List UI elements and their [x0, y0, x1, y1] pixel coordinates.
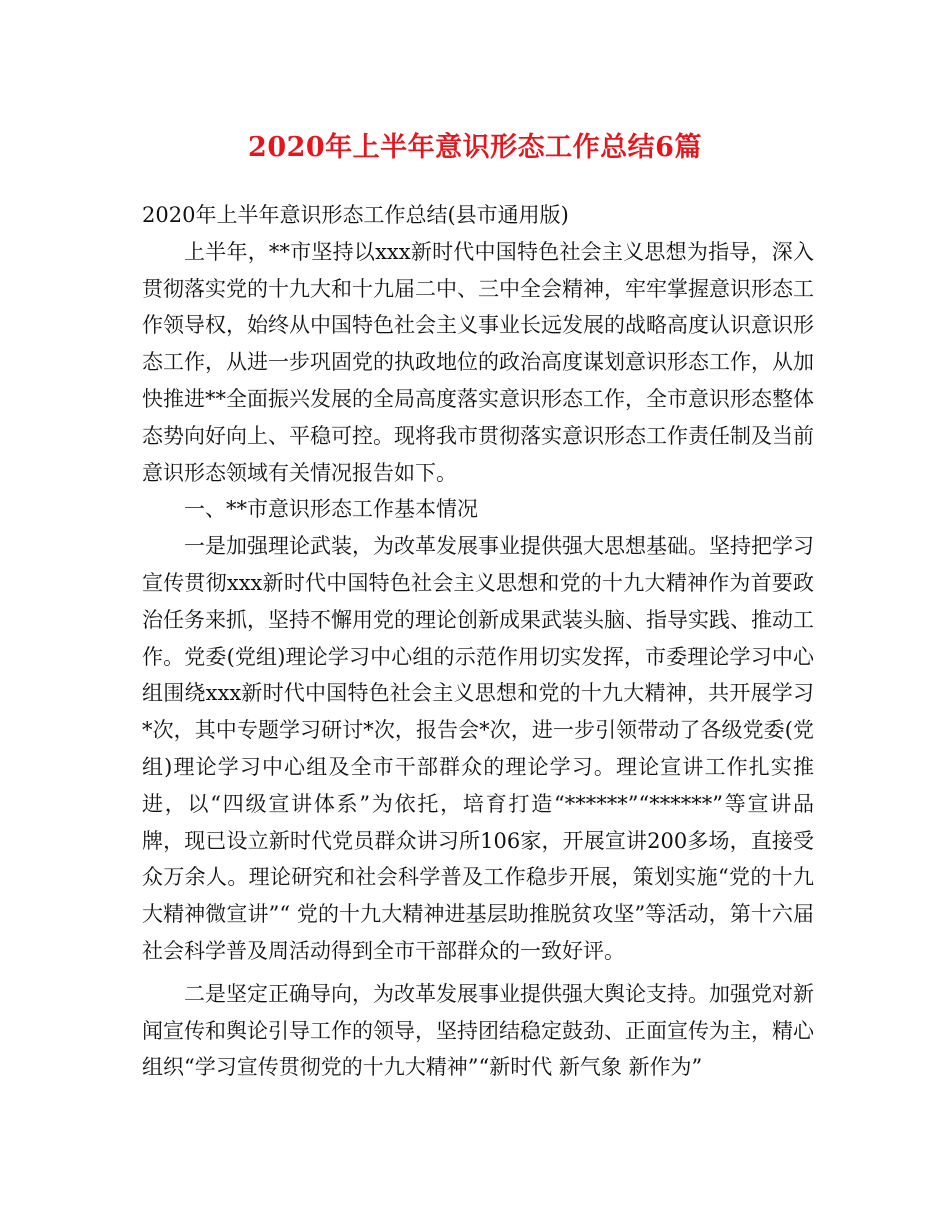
document-body [142, 197, 814, 1086]
section-heading-1: 一、**市意识形态工作基本情况 [184, 497, 478, 522]
paragraph-theory: 一是加强理论武装，为改革发展事业提供强大思想基础。坚持把学习宣传贯彻xxx新时代中国特色社会主义思想和党的十九大精神作为首要政治任务来抓，坚持不懈用党的理论创新成果武装头脑、指导实践、推动工作。党委(党组)理论学习中心组的示范作用切实发挥，市委理论学习中心组围绕xxx新时代中国特色社会主义思想和党的十九大精神，共开展学习*次，其中专题学习研讨*次，报告会*次，进一步引领带动了各级党委(党组)理论学习中心组及全市干部群众的理论学习。理论宣讲工作扎实推进，以“四级宣讲体系”为依托，培育打造“******”“******”等宣讲品牌，现已设立新时代党员群众讲习所106家，开展宣讲200多场，直接受众万余人。理论研究和社会科学普及工作稳步开展，策划实施“党的十九大精神微宣讲”“ 党的十九大精神进基层助推脱贫攻坚”等活动，第十六届社会科学普及周活动得到全市干部群众的一致好评。 [142, 534, 814, 963]
paragraph-guidance: 二是坚定正确导向，为改革发展事业提供强大舆论支持。加强党对新闻宣传和舆论引导工作的领导，坚持团结稳定鼓劲、正面宣传为主，精心组织“学习宣传贯彻党的十九大精神”“新时代 新气象 新作为” [142, 981, 814, 1080]
document-subtitle: 2020年上半年意识形态工作总结(县市通用版) [142, 203, 569, 227]
paragraph-intro: 上半年，**市坚持以xxx新时代中国特色社会主义思想为指导，深入贯彻落实党的十九大和十九届二中、三中全会精神，牢牢掌握意识形态工作领导权，始终从中国特色社会主义事业长远发展的战略高度认识意识形态工作，从进一步巩固党的执政地位的政治高度谋划意识形态工作，从加快推进**全面振兴发展的全局高度落实意识形态工作，全市意识形态整体态势向好向上、平稳可控。现将我市贯彻落实意识形态工作责任制及当前意识形态领域有关情况报告如下。 [142, 239, 814, 485]
document-title: 2020年上半年意识形态工作总结6篇 [248, 132, 702, 163]
